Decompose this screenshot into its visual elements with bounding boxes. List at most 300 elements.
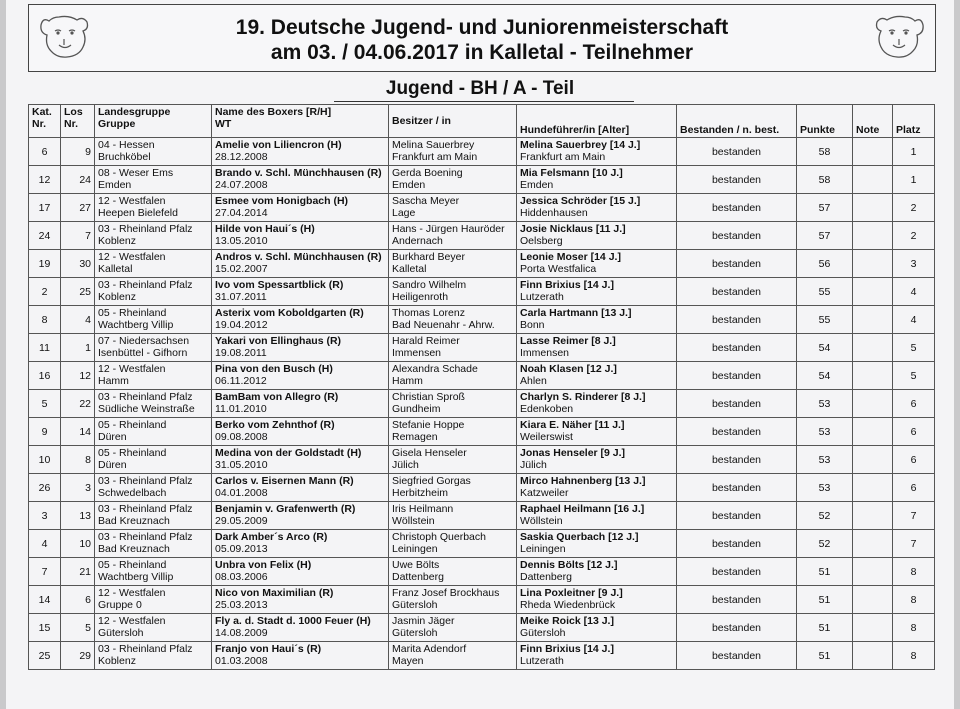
- besitzer-cell: [389, 362, 517, 390]
- table-row: [29, 586, 935, 614]
- besitzer-ort: Wöllstein: [392, 515, 435, 527]
- gruppe: Bad Kreuznach: [98, 543, 170, 555]
- landesgruppe-cell: [95, 166, 212, 194]
- note-cell: [853, 614, 893, 642]
- hundefuehrer-name: Meike Roick [13 J.]: [520, 615, 614, 627]
- note-cell: [853, 446, 893, 474]
- boxer-wt: 01.03.2008: [215, 655, 268, 667]
- landesgruppe: 12 - Westfalen: [98, 251, 166, 263]
- platz-cell: 6: [893, 446, 935, 474]
- landesgruppe: 05 - Rheinland: [98, 307, 167, 319]
- landesgruppe: 03 - Rheinland Pfalz: [98, 391, 193, 403]
- note-cell: [853, 558, 893, 586]
- bestanden-cell: bestanden: [677, 502, 797, 530]
- platz-cell: 2: [893, 194, 935, 222]
- landesgruppe-cell: [95, 502, 212, 530]
- title-line-1: 19. Deutsche Jugend- und Juniorenmeisterschaft: [235, 16, 729, 39]
- gruppe: Gütersloh: [98, 627, 144, 639]
- platz-cell: 8: [893, 586, 935, 614]
- punkte-cell: 54: [797, 334, 853, 362]
- boxer-cell: [212, 362, 389, 390]
- platz-cell: 4: [893, 306, 935, 334]
- landesgruppe-cell: [95, 446, 212, 474]
- bestanden-cell: bestanden: [677, 642, 797, 670]
- los-nr: 12: [61, 362, 95, 390]
- hundefuehrer-ort: Bonn: [520, 319, 545, 331]
- los-nr: 10: [61, 530, 95, 558]
- note-cell: [853, 362, 893, 390]
- los-nr: 9: [61, 138, 95, 166]
- landesgruppe-cell: [95, 334, 212, 362]
- besitzer-ort: Gütersloh: [392, 627, 438, 639]
- kat-nr: 3: [29, 502, 61, 530]
- note-cell: [853, 334, 893, 362]
- landesgruppe: 03 - Rheinland Pfalz: [98, 643, 193, 655]
- besitzer-ort: Gundheim: [392, 403, 441, 415]
- boxer-wt: 06.11.2012: [215, 375, 267, 387]
- punkte-cell: 52: [797, 502, 853, 530]
- los-nr: 14: [61, 418, 95, 446]
- hundefuehrer-ort: Edenkoben: [520, 403, 574, 415]
- platz-cell: 2: [893, 222, 935, 250]
- besitzer-name: Melina Sauerbrey: [392, 139, 475, 151]
- landesgruppe: 03 - Rheinland Pfalz: [98, 223, 193, 235]
- hundefuehrer-name: Charlyn S. Rinderer [8 J.]: [520, 391, 646, 403]
- besitzer-name: Stefanie Hoppe: [392, 419, 465, 431]
- besitzer-ort: Leiningen: [392, 543, 438, 555]
- punkte-cell: 53: [797, 390, 853, 418]
- hundefuehrer-ort: Gütersloh: [520, 627, 566, 639]
- boxer-wt: 04.01.2008: [215, 487, 268, 499]
- boxer-name: Pina von den Busch (H): [215, 363, 333, 375]
- landesgruppe-cell: [95, 138, 212, 166]
- bestanden-cell: bestanden: [677, 390, 797, 418]
- hundefuehrer-ort: Ahlen: [520, 375, 547, 387]
- bestanden-cell: bestanden: [677, 138, 797, 166]
- kat-nr: 5: [29, 390, 61, 418]
- besitzer-ort: Bad Neuenahr - Ahrw.: [392, 319, 495, 331]
- hundefuehrer-cell: [517, 278, 677, 306]
- besitzer-cell: [389, 642, 517, 670]
- hundefuehrer-name: Lasse Reimer [8 J.]: [520, 335, 616, 347]
- hundefuehrer-cell: [517, 334, 677, 362]
- title-line-2: am 03. / 04.06.2017 in Kalletal - Teilnehmer: [270, 41, 694, 64]
- hundefuehrer-cell: [517, 194, 677, 222]
- punkte-cell: 51: [797, 586, 853, 614]
- hundefuehrer-name: Dennis Bölts [12 J.]: [520, 559, 618, 571]
- gruppe: Schwedelbach: [98, 487, 167, 499]
- landesgruppe: 12 - Westfalen: [98, 363, 166, 375]
- boxer-name: Andros v. Schl. Münchhausen (R): [215, 251, 382, 263]
- note-cell: [853, 250, 893, 278]
- gruppe: Hamm: [98, 375, 129, 387]
- besitzer-cell: [389, 278, 517, 306]
- boxer-wt: 31.05.2010: [215, 459, 268, 471]
- boxer-name: Berko vom Zehnthof (R): [215, 419, 335, 431]
- landesgruppe-cell: [95, 418, 212, 446]
- table-body: [29, 138, 935, 670]
- besitzer-cell: [389, 586, 517, 614]
- bestanden-cell: bestanden: [677, 166, 797, 194]
- platz-cell: 5: [893, 362, 935, 390]
- note-cell: [853, 166, 893, 194]
- table-row: [29, 642, 935, 670]
- hundefuehrer-name: Finn Brixius [14 J.]: [520, 279, 614, 291]
- besitzer-name: Uwe Bölts: [392, 559, 440, 571]
- besitzer-ort: Gütersloh: [392, 599, 438, 611]
- hundefuehrer-ort: Rheda Wiedenbrück: [520, 599, 616, 611]
- boxer-wt: 27.04.2014: [215, 207, 268, 219]
- boxer-name: Benjamin v. Grafenwerth (R): [215, 503, 356, 515]
- note-cell: [853, 222, 893, 250]
- table-row: [29, 614, 935, 642]
- besitzer-ort: Heiligenroth: [392, 291, 449, 303]
- hundefuehrer-ort: Porta Westfalica: [520, 263, 597, 275]
- hundefuehrer-ort: Weilerswist: [520, 431, 573, 443]
- col-platz-header: Platz: [893, 105, 935, 138]
- platz-cell: 3: [893, 250, 935, 278]
- los-nr: 21: [61, 558, 95, 586]
- hundefuehrer-cell: [517, 250, 677, 278]
- boxer-name: Hilde von Haui´s (H): [215, 223, 315, 235]
- landesgruppe-cell: [95, 250, 212, 278]
- landesgruppe-cell: [95, 474, 212, 502]
- landesgruppe-cell: [95, 642, 212, 670]
- hundefuehrer-cell: [517, 502, 677, 530]
- punkte-cell: 51: [797, 614, 853, 642]
- landesgruppe-cell: [95, 306, 212, 334]
- note-cell: [853, 642, 893, 670]
- bestanden-cell: bestanden: [677, 306, 797, 334]
- gruppe: Düren: [98, 459, 127, 471]
- note-cell: [853, 390, 893, 418]
- los-nr: 1: [61, 334, 95, 362]
- los-nr: 30: [61, 250, 95, 278]
- boxer-cell: [212, 334, 389, 362]
- platz-cell: 5: [893, 334, 935, 362]
- landesgruppe: 03 - Rheinland Pfalz: [98, 531, 193, 543]
- hundefuehrer-name: Kiara E. Näher [11 J.]: [520, 419, 625, 431]
- hundefuehrer-cell: [517, 642, 677, 670]
- kat-nr: 4: [29, 530, 61, 558]
- platz-cell: 8: [893, 614, 935, 642]
- kat-nr: 24: [29, 222, 61, 250]
- hundefuehrer-ort: Wöllstein: [520, 515, 563, 527]
- punkte-cell: 53: [797, 418, 853, 446]
- boxer-name: Yakari von Ellinghaus (R): [215, 335, 342, 347]
- platz-cell: 1: [893, 166, 935, 194]
- boxer-wt: 31.07.2011: [215, 291, 267, 303]
- subtitle-underline: [334, 101, 634, 102]
- boxer-cell: [212, 502, 389, 530]
- hundefuehrer-name: Saskia Querbach [12 J.]: [520, 531, 639, 543]
- hundefuehrer-cell: [517, 614, 677, 642]
- besitzer-cell: [389, 502, 517, 530]
- kat-nr: 8: [29, 306, 61, 334]
- los-nr: 6: [61, 586, 95, 614]
- boxer-wt: 19.04.2012: [215, 319, 268, 331]
- table-row: [29, 138, 935, 166]
- hundefuehrer-name: Raphael Heilmann [16 J.]: [520, 503, 645, 515]
- besitzer-cell: [389, 306, 517, 334]
- besitzer-cell: [389, 166, 517, 194]
- hundefuehrer-cell: [517, 166, 677, 194]
- hundefuehrer-name: Mia Felsmann [10 J.]: [520, 167, 623, 179]
- boxer-wt: 08.03.2006: [215, 571, 268, 583]
- los-nr: 22: [61, 390, 95, 418]
- hundefuehrer-name: Jessica Schröder [15 J.]: [520, 195, 641, 207]
- gruppe: Emden: [98, 179, 132, 191]
- besitzer-name: Christoph Querbach: [392, 531, 486, 543]
- bestanden-cell: bestanden: [677, 418, 797, 446]
- platz-cell: 8: [893, 642, 935, 670]
- platz-cell: 6: [893, 418, 935, 446]
- hundefuehrer-ort: Dattenberg: [520, 571, 572, 583]
- besitzer-cell: [389, 194, 517, 222]
- besitzer-cell: [389, 390, 517, 418]
- boxer-cell: [212, 446, 389, 474]
- boxer-name: Ivo vom Spessartblick (R): [215, 279, 344, 291]
- boxer-wt: 19.08.2011: [215, 347, 267, 359]
- landesgruppe-cell: [95, 586, 212, 614]
- landesgruppe: 04 - Hessen: [98, 139, 155, 151]
- landesgruppe-cell: [95, 530, 212, 558]
- landesgruppe: 05 - Rheinland: [98, 419, 167, 431]
- boxer-wt: 05.09.2013: [215, 543, 268, 555]
- col-kat-header: Kat. Nr.: [29, 105, 61, 138]
- boxer-wt: 25.03.2013: [215, 599, 268, 611]
- besitzer-name: Harald Reimer: [392, 335, 460, 347]
- boxer-name: Franjo von Haui´s (R): [215, 643, 322, 655]
- besitzer-name: Gerda Boening: [392, 167, 463, 179]
- besitzer-cell: [389, 446, 517, 474]
- table-header-row: [29, 105, 935, 138]
- table-row: [29, 502, 935, 530]
- note-cell: [853, 194, 893, 222]
- besitzer-ort: Herbitzheim: [392, 487, 449, 499]
- kat-nr: 12: [29, 166, 61, 194]
- boxer-cell: [212, 222, 389, 250]
- boxer-cell: [212, 250, 389, 278]
- gruppe: Kalletal: [98, 263, 133, 275]
- punkte-cell: 56: [797, 250, 853, 278]
- bestanden-cell: bestanden: [677, 474, 797, 502]
- col-besitzer-header: Besitzer / in: [389, 105, 517, 138]
- boxer-cell: [212, 586, 389, 614]
- hundefuehrer-name: Finn Brixius [14 J.]: [520, 643, 614, 655]
- punkte-cell: 53: [797, 446, 853, 474]
- los-nr: 8: [61, 446, 95, 474]
- besitzer-cell: [389, 558, 517, 586]
- col-los-header: Los Nr.: [61, 105, 95, 138]
- punkte-cell: 51: [797, 642, 853, 670]
- document-title: [29, 15, 935, 65]
- platz-cell: 7: [893, 530, 935, 558]
- landesgruppe: 07 - Niedersachsen: [98, 335, 190, 347]
- boxer-cell: [212, 278, 389, 306]
- besitzer-ort: Frankfurt am Main: [392, 151, 478, 163]
- col-punkte-header: Punkte: [797, 105, 853, 138]
- hundefuehrer-cell: [517, 138, 677, 166]
- besitzer-ort: Remagen: [392, 431, 438, 443]
- besitzer-ort: Kalletal: [392, 263, 427, 275]
- besitzer-name: Thomas Lorenz: [392, 307, 465, 319]
- boxer-wt: 14.08.2009: [215, 627, 268, 639]
- punkte-cell: 52: [797, 530, 853, 558]
- boxer-wt: 15.02.2007: [215, 263, 268, 275]
- table-row: [29, 474, 935, 502]
- boxer-cell: [212, 306, 389, 334]
- besitzer-name: Hans - Jürgen Hauröder: [392, 223, 505, 235]
- boxer-wt: 11.01.2010: [215, 403, 267, 415]
- hundefuehrer-cell: [517, 306, 677, 334]
- hundefuehrer-ort: Emden: [520, 179, 554, 191]
- los-nr: 13: [61, 502, 95, 530]
- boxer-cell: [212, 166, 389, 194]
- punkte-cell: 57: [797, 194, 853, 222]
- participants-table: [28, 104, 935, 670]
- section-subtitle: Jugend - BH / A - Teil: [385, 78, 575, 99]
- bestanden-cell: bestanden: [677, 278, 797, 306]
- boxer-dog-head-icon: [871, 11, 929, 61]
- note-cell: [853, 502, 893, 530]
- besitzer-ort: Hamm: [392, 375, 423, 387]
- punkte-cell: 55: [797, 278, 853, 306]
- table-row: [29, 418, 935, 446]
- hundefuehrer-name: Carla Hartmann [13 J.]: [520, 307, 632, 319]
- boxer-name: Fly a. d. Stadt d. 1000 Feuer (H): [215, 615, 371, 627]
- table-row: [29, 306, 935, 334]
- note-cell: [853, 530, 893, 558]
- table-row: [29, 390, 935, 418]
- landesgruppe: 03 - Rheinland Pfalz: [98, 503, 193, 515]
- hundefuehrer-ort: Oelsberg: [520, 235, 563, 247]
- gruppe: Heepen Bielefeld: [98, 207, 178, 219]
- kat-nr: 16: [29, 362, 61, 390]
- col-note-header: Note: [853, 105, 893, 138]
- boxer-name: Nico von Maximilian (R): [215, 587, 334, 599]
- hundefuehrer-name: Mirco Hahnenberg [13 J.]: [520, 475, 646, 487]
- gruppe: Wachtberg Villip: [98, 319, 174, 331]
- landesgruppe: 03 - Rheinland Pfalz: [98, 475, 193, 487]
- punkte-cell: 53: [797, 474, 853, 502]
- kat-nr: 14: [29, 586, 61, 614]
- boxer-wt: 09.08.2008: [215, 431, 268, 443]
- landesgruppe-cell: [95, 194, 212, 222]
- los-nr: 7: [61, 222, 95, 250]
- punkte-cell: 54: [797, 362, 853, 390]
- kat-nr: 25: [29, 642, 61, 670]
- table-row: [29, 278, 935, 306]
- besitzer-cell: [389, 334, 517, 362]
- los-nr: 4: [61, 306, 95, 334]
- bestanden-cell: bestanden: [677, 362, 797, 390]
- hundefuehrer-name: Jonas Henseler [9 J.]: [520, 447, 626, 459]
- bestanden-cell: bestanden: [677, 222, 797, 250]
- bestanden-cell: bestanden: [677, 558, 797, 586]
- landesgruppe-cell: [95, 278, 212, 306]
- hundefuehrer-name: Lina Poxleitner [9 J.]: [520, 587, 623, 599]
- bestanden-cell: bestanden: [677, 194, 797, 222]
- boxer-name: Asterix vom Koboldgarten (R): [215, 307, 364, 319]
- bestanden-cell: bestanden: [677, 586, 797, 614]
- gruppe: Südliche Weinstraße: [98, 403, 195, 415]
- hundefuehrer-name: Leonie Moser [14 J.]: [520, 251, 621, 263]
- boxer-cell: [212, 614, 389, 642]
- table-row: [29, 446, 935, 474]
- besitzer-name: Gisela Henseler: [392, 447, 467, 459]
- boxer-name: BamBam von Allegro (R): [215, 391, 339, 403]
- platz-cell: 8: [893, 558, 935, 586]
- platz-cell: 1: [893, 138, 935, 166]
- table-row: [29, 250, 935, 278]
- boxer-name: Amelie von Liliencron (H): [215, 139, 342, 151]
- boxer-cell: [212, 558, 389, 586]
- landesgruppe: 05 - Rheinland: [98, 447, 167, 459]
- punkte-cell: 51: [797, 558, 853, 586]
- boxer-wt: 13.05.2010: [215, 235, 268, 247]
- besitzer-cell: [389, 418, 517, 446]
- punkte-cell: 55: [797, 306, 853, 334]
- besitzer-cell: [389, 614, 517, 642]
- note-cell: [853, 306, 893, 334]
- gruppe: Wachtberg Villip: [98, 571, 174, 583]
- table-row: [29, 362, 935, 390]
- gruppe: Bruchköbel: [98, 151, 151, 163]
- kat-nr: 6: [29, 138, 61, 166]
- table-row: [29, 334, 935, 362]
- landesgruppe: 12 - Westfalen: [98, 615, 166, 627]
- hundefuehrer-ort: Leiningen: [520, 543, 566, 555]
- besitzer-name: Siegfried Gorgas: [392, 475, 471, 487]
- punkte-cell: 58: [797, 166, 853, 194]
- hundefuehrer-cell: [517, 530, 677, 558]
- hundefuehrer-cell: [517, 390, 677, 418]
- besitzer-ort: Jülich: [392, 459, 419, 471]
- boxer-name: Dark Amber´s Arco (R): [215, 531, 328, 543]
- hundefuehrer-ort: Immensen: [520, 347, 570, 359]
- besitzer-cell: [389, 530, 517, 558]
- landesgruppe-cell: [95, 558, 212, 586]
- bestanden-cell: bestanden: [677, 614, 797, 642]
- boxer-wt: 24.07.2008: [215, 179, 268, 191]
- kat-nr: 19: [29, 250, 61, 278]
- kat-nr: 2: [29, 278, 61, 306]
- boxer-name: Unbra von Felix (H): [215, 559, 312, 571]
- hundefuehrer-ort: Lutzerath: [520, 655, 564, 667]
- besitzer-name: Burkhard Beyer: [392, 251, 465, 263]
- besitzer-ort: Mayen: [392, 655, 424, 667]
- kat-nr: 26: [29, 474, 61, 502]
- kat-nr: 9: [29, 418, 61, 446]
- hundefuehrer-cell: [517, 222, 677, 250]
- los-nr: 29: [61, 642, 95, 670]
- landesgruppe-cell: [95, 614, 212, 642]
- hundefuehrer-cell: [517, 474, 677, 502]
- hundefuehrer-ort: Hiddenhausen: [520, 207, 588, 219]
- besitzer-name: Alexandra Schade: [392, 363, 478, 375]
- kat-nr: 10: [29, 446, 61, 474]
- boxer-cell: [212, 530, 389, 558]
- platz-cell: 7: [893, 502, 935, 530]
- hundefuehrer-name: Josie Nicklaus [11 J.]: [520, 223, 626, 235]
- boxer-name: Esmee vom Honigbach (H): [215, 195, 349, 207]
- landesgruppe-cell: [95, 390, 212, 418]
- table-row: [29, 166, 935, 194]
- platz-cell: 4: [893, 278, 935, 306]
- boxer-name: Brando v. Schl. Münchhausen (R): [215, 167, 382, 179]
- besitzer-name: Christian Sproß: [392, 391, 465, 403]
